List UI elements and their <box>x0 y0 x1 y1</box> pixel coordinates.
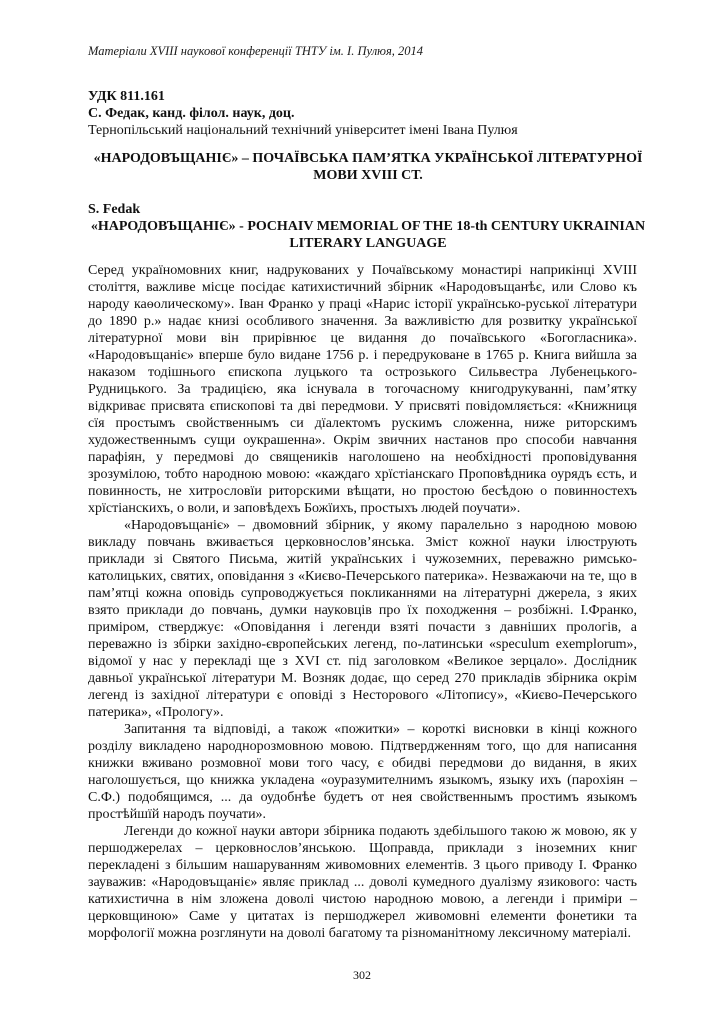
page-number: 302 <box>353 968 371 982</box>
title-english: «НАРОДОВЪЩАНІЄ» - POCHAIV MEMORIAL OF THE 18-th CENTURY UKRAINIAN LITERARY LANGUAGE <box>90 219 646 251</box>
title-ukrainian: «НАРОДОВЪЩАНІЄ» – ПОЧАЇВСЬКА ПАМ’ЯТКА УКРАЇНСЬКОЇ ЛІТЕРАТУРНОЇ МОВИ XVIII СТ. <box>93 151 643 183</box>
article-meta <box>88 88 648 139</box>
body-paragraph: Легенди до кожної науки автори збірника подають здебільшого такою ж мовою, як у першоджерелах – церковнослов’янською. Щоправда, приклади з іноземних книг перекладені з більшим нашаруванням живомовних елементів. З цього приводу І. Франко зауважив: «Народовъщаніє» являє приклад ... доволі кумедного дуалізму язикового: часть катихистична в нім зложена доволі чистою народною мовою, а легенди і приміри – церковщиною» Саме у цитатах із першоджерел живомовні елементи фонетики та морфології можна розглянути на доволі багатому та різноманітному лексичному матеріалі. <box>88 824 637 941</box>
udk-code: УДК 811.161 <box>88 89 165 104</box>
body-paragraph: «Народовъщаніє» – двомовний збірник, у якому паралельно з народною мовою викладу повчань вживається церковнослов’янська. Зміст кожної науки ілюструють приклади зі Святого Письма, житій українських і чужоземних, переважно римсько-католицьких, святих, оповідання з «Києво-Печерського патерика». Незважаючи на те, що в пам’ятці кожна оповідь супроводжується покликаннями на літературні джерела, з яких взято приклади до повчань, думки науковців про їх походження – розбіжні. І.Франко, приміром, стверджує: «Оповідання і легенди взяті почасти з давніших прологів, а переважно із збірки західно-європейських легенд, по-латинськи «speculum exemplorum», відомої у нас у перекладі ще з XVI ст. під заголовком «Великое зерцало». Дослідник давньої української літератури М. Возняк додає, що серед 270 прикладів збірника окрім легенд із західної літератури є оповіді з Несторового «Літопису», «Києво-Печерського патерика», «Прологу». <box>88 518 637 720</box>
affiliation: Тернопільський національний технічний університет імені Івана Пулюя <box>88 123 518 138</box>
body-paragraph: Серед україномовних книг, надрукованих у Почаївському монастирі наприкінці XVIII століття, важливе місце посідає катихистичний збірник «Народовъщанѣє, или Слово къ народу каѳолическому». Іван Франко у праці «Нарис історії українсько-руської літератури до 1890 р.» надає книзі особливого значення. За важливістю для розвитку української літературної мови він прирівнює це видання до почаївського «Богогласника». «Народовъщаніє» вперше було видане 1756 р. і передруковане в 1765 р. Книга вийшла за наказом тодішнього єпископа луцького та острозького Сильвестра Лубенецького-Рудницького. За традицією, яка існувала в тогочасному книгодрукуванні, пам’ятку відкриває присвята єпископові та дві передмови. У присвяті повідомляється: «Книжниця сїя простымъ свойственнымъ си дїалектомъ рускимъ сложенна, ниже риторскимъ художественнымъ сущи оукрашенна». Окрім звичних настанов про способи навчання парафіян, у передмові до священиків наголошено на необхідності проповідування зрозумілою, тобто народною мовою: «каждаго хрїстіанскаго Проповѣдника оурядъ єсть, и повинность, не хитрословїи риторскими вѣщати, но простою бесѣдою о повинностехъ хрїстіанскихъ, о воли, и заповѣдехъ Божїихъ, простыхъ людей поучати». <box>88 263 637 516</box>
author-english: S. Fedak <box>88 202 141 217</box>
article-body <box>88 262 637 942</box>
body-paragraph: Запитання та відповіді, а також «пожитки» – короткі висновки в кінці кожного розділу викладено народнорозмовною мовою. Підтвердженням того, що для написання книжки вживано розмовної мови того часу, є обидві передмови до видання, в яких наголошується, що книжка укладена «оуразумителнимъ языкомъ, языку ихъ (парохіян – С.Ф.) подобящимся, ... да оудобнѣе будетъ от нея свойственнымъ простимъ языкомъ простѣйшїй народъ поучати». <box>88 722 637 822</box>
running-header: Матеріали XVIII наукової конференції ТНТУ ім. І. Пулюя, 2014 <box>88 44 424 58</box>
author-ua: С. Федак, канд. філол. наук, доц. <box>88 106 295 121</box>
